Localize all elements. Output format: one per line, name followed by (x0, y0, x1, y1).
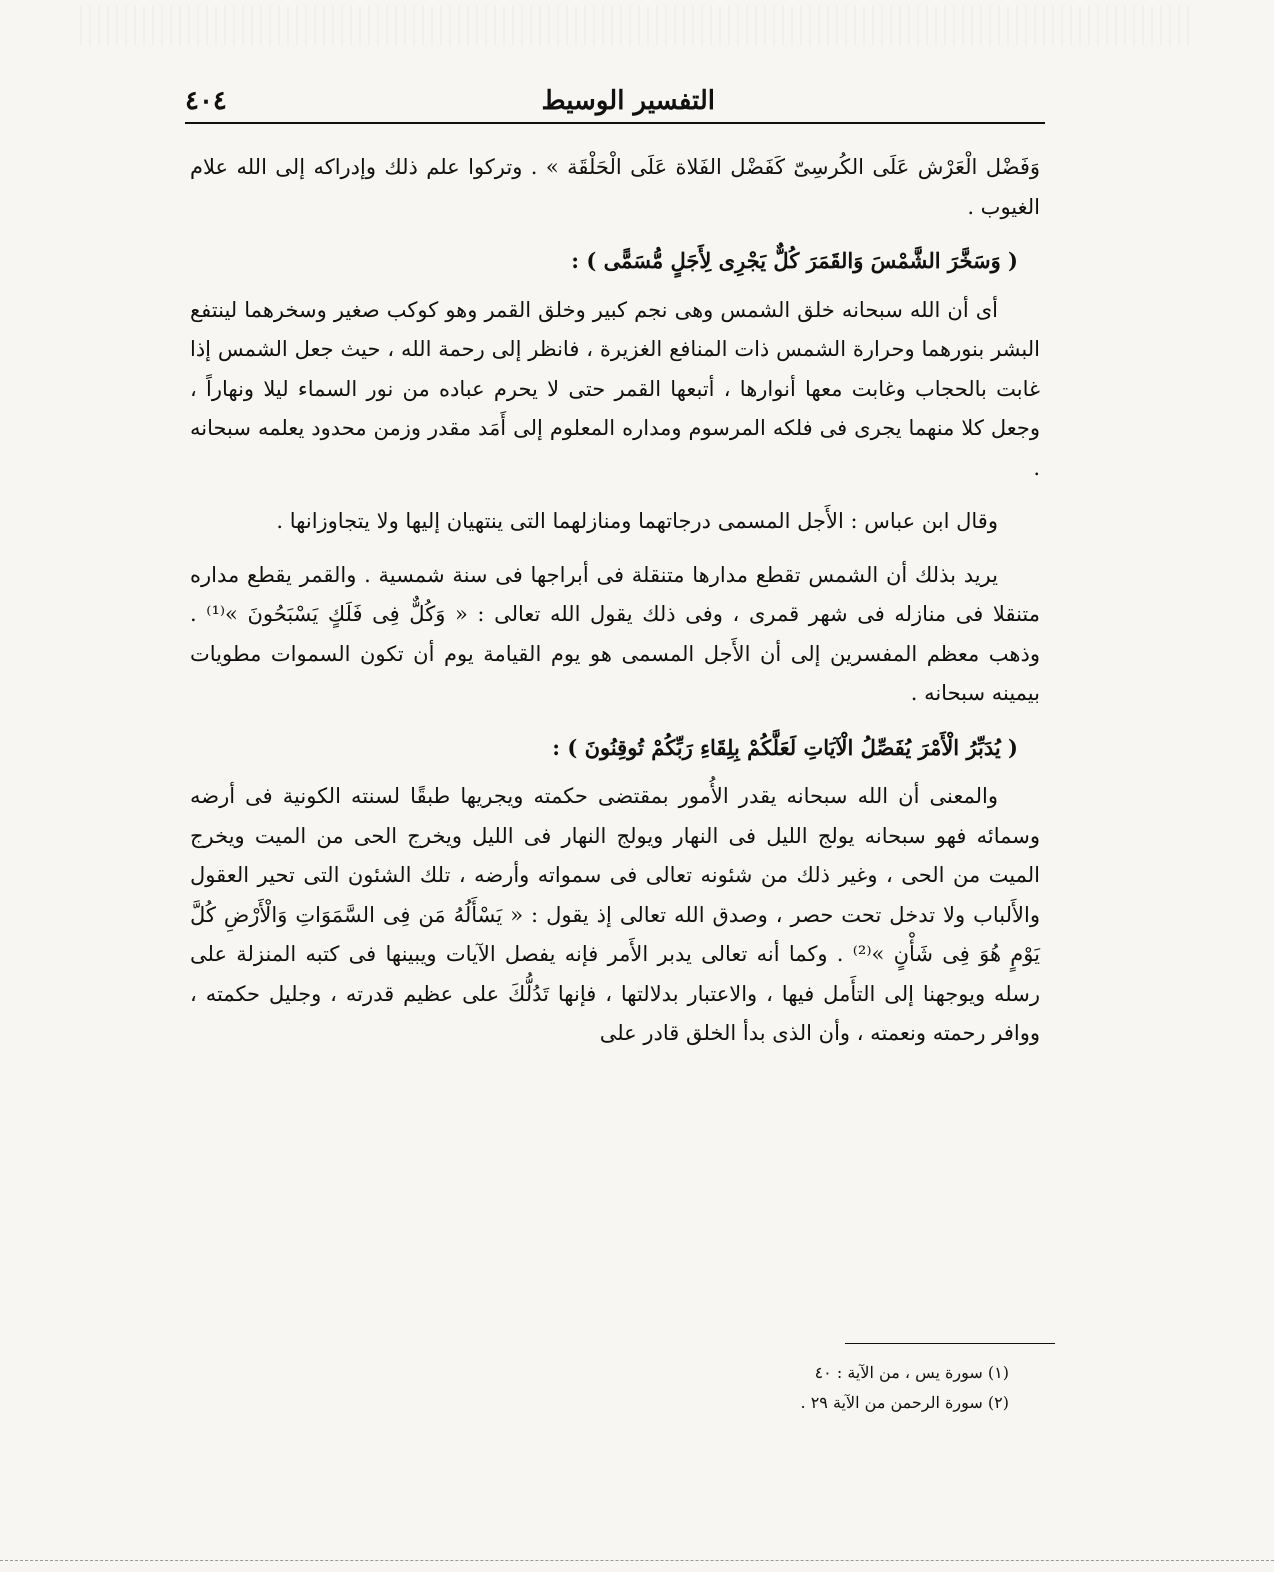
running-header (185, 80, 1045, 124)
paragraph-continuation: وَفَضْل الْعَرْش عَلَى الكُرسِىّ كَفَضْل الفَلاة عَلَى الْحَلْقَة » . وتركوا علم ذلك وإدراكه إلى الله علام الغيوب . (190, 155, 1040, 219)
running-title: التفسير الوسيط (541, 86, 715, 116)
footnotes (689, 1358, 1009, 1418)
header-rule (185, 122, 1045, 124)
quran-verse-heading: ( يُدَبِّرُ الْأَمْرَ يُفَصِّلُ الْآيَاتِ لَعَلَّكُمْ بِلِقَاءِ رَبِّكُمْ تُوقِنُونَ ) : (552, 734, 1018, 760)
footnote: (١) سورة يس ، من الآية : ٤٠ (814, 1363, 1009, 1382)
paragraph: أى أن الله سبحانه خلق الشمس وهى نجم كبير وخلق القمر وهو كوكب صغير وسخرهما لينتفع البشر بنورهما وحرارة الشمس ذات المنافع الغزيرة ، فانظر إلى رحمة الله ، حيث جعل الشمس إذا غابت بالحجاب وغابت معها أنوارها ، أتبعها القمر حتى لا يحرم عباده من نور السماء ليلا ونهاراً ، وجعل كلا منهما يجرى فى فلكه المرسوم ومداره المعلوم إلى أَمَد مقدر وزمن محدود يعلمه سبحانه . (190, 297, 1040, 480)
paragraph: يريد بذلك أن الشمس تقطع مدارها متنقلة فى أبراجها فى سنة شمسية . والقمر يقطع مداره متنقلا فى منازله فى شهر قمرى ، وفى ذلك يقول الله تعالى : « وَكُلٌّ فِى فَلَكٍ يَسْبَحُونَ »⁽¹⁾ . وذهب معظم المفسرين إلى أن الأَجل المسمى هو يوم القيامة يوم أن تكون السموات مطويات بيمينه سبحانه . (190, 562, 1041, 705)
paragraph: وقال ابن عباس : الأَجل المسمى درجاتهما ومنازلهما التى ينتهيان إليها ولا يتجاوزانها . (276, 509, 998, 533)
footnote-rule (845, 1343, 1055, 1344)
page-number: ٤٠٤ (185, 86, 227, 116)
page-edge (0, 1560, 1274, 1561)
paragraph: والمعنى أن الله سبحانه يقدر الأُمور بمقتضى حكمته ويجريها طبقًا لسنته الكونية فى أرضه وسمائه فهو سبحانه يولج الليل فى النهار ويولج النهار فى الليل ويخرج الحى من الميت ويخرج الميت من الحى ، وغير ذلك من شئونه تعالى فى سمواته وأرضه ، تلك الشئون التى تحير العقول والأَلباب ولا تدخل تحت حصر ، وصدق الله تعالى إذ يقول : « يَسْأَلُهُ مَن فِى السَّمَوَاتِ وَالْأَرْضِ كُلَّ يَوْمٍ هُوَ فِى شَأْنٍ »⁽²⁾ . وكما أنه تعالى يدبر الأَمر فإنه يفصل الآيات ويبينها فى كتبه المنزلة على رسله ويوجهنا إلى التأَمل فيها ، والاعتبار بدلالتها ، فإنها تَدُلُّكَ على عظيم قدرته ، وجليل حكمته ، ووافر رحمته ونعمته ، وأن الذى بدأ الخلق قادر على (190, 784, 1040, 1045)
quran-verse-heading: ( وَسَخَّرَ الشَّمْسَ وَالقَمَرَ كُلٌّ يَجْرِى لِأَجَلٍ مُّسَمًّى ) : (571, 248, 1018, 273)
main-text (190, 148, 1040, 1054)
scan-noise (80, 6, 1190, 46)
footnote: (٢) سورة الرحمن من الآية ٢٩ . (800, 1393, 1009, 1412)
